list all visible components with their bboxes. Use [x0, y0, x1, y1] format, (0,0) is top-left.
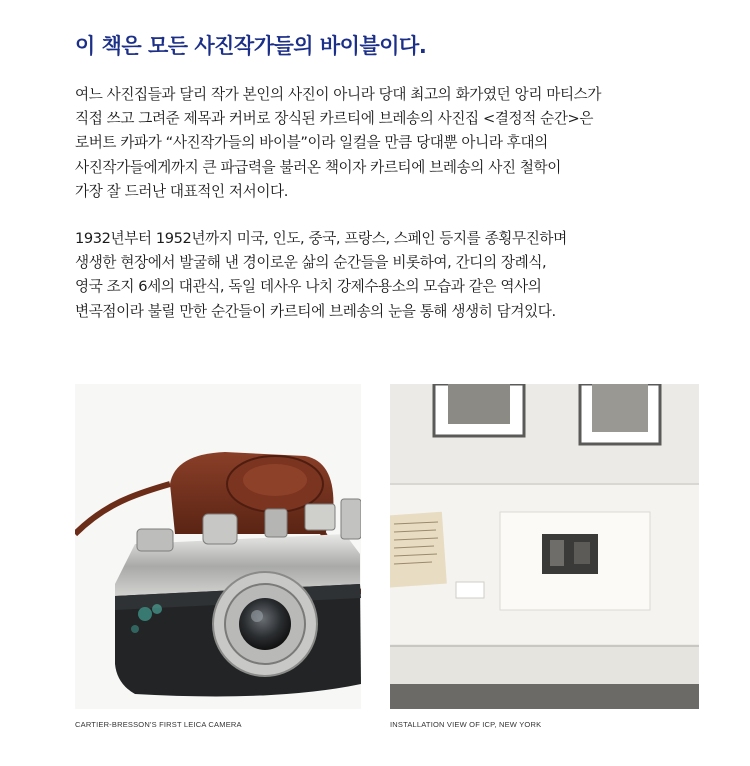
- paragraph-line: 로버트 카파가 “사진작가들의 바이블”이라 일컬을 만큼 당대뿐 아니라 후대의: [75, 134, 548, 152]
- leica-camera-illustration: [75, 384, 361, 709]
- caption-leica: CARTIER-BRESSON'S FIRST LEICA CAMERA: [75, 720, 242, 729]
- paragraph-line: 사진작가들에게까지 큰 파급력을 불러온 책이자 카르티에 브레송의 사진 철학이: [75, 158, 561, 176]
- paragraph-line: 1932년부터 1952년까지 미국, 인도, 중국, 프랑스, 스페인 등지를 종횡무진하며: [75, 230, 567, 247]
- headline: 이 책은 모든 사진작가들의 바이블이다.: [75, 34, 427, 58]
- paragraph-line: 영국 조지 6세의 대관식, 독일 데사우 나치 강제수용소의 모습과 같은 역사의: [75, 278, 542, 296]
- installation-view-photo: [390, 384, 699, 709]
- gallery-installation-illustration: [390, 384, 699, 709]
- paragraph-history: [75, 227, 715, 324]
- paragraph-line: 가장 잘 드러난 대표적인 저서이다.: [75, 182, 288, 200]
- paragraph-line: 변곡점이라 불릴 만한 순간들이 카르티에 브레송의 눈을 통해 생생히 담겨있다.: [75, 302, 556, 320]
- paragraph-line: 직접 쓰고 그려준 제목과 커버로 장식된 카르티에 브레송의 사진집 <결정적 순간>은: [75, 110, 594, 128]
- leica-camera-photo: [75, 384, 361, 709]
- paragraph-line: 생생한 현장에서 발굴해 낸 경이로운 삶의 순간들을 비롯하여, 간디의 장례식,: [75, 254, 547, 272]
- paragraph-line: 여느 사진집들과 달리 작가 본인의 사진이 아니라 당대 최고의 화가였던 앙리 마티스가: [75, 86, 602, 103]
- caption-installation: INSTALLATION VIEW OF ICP, NEW YORK: [390, 720, 542, 729]
- paragraph-intro: [75, 83, 715, 204]
